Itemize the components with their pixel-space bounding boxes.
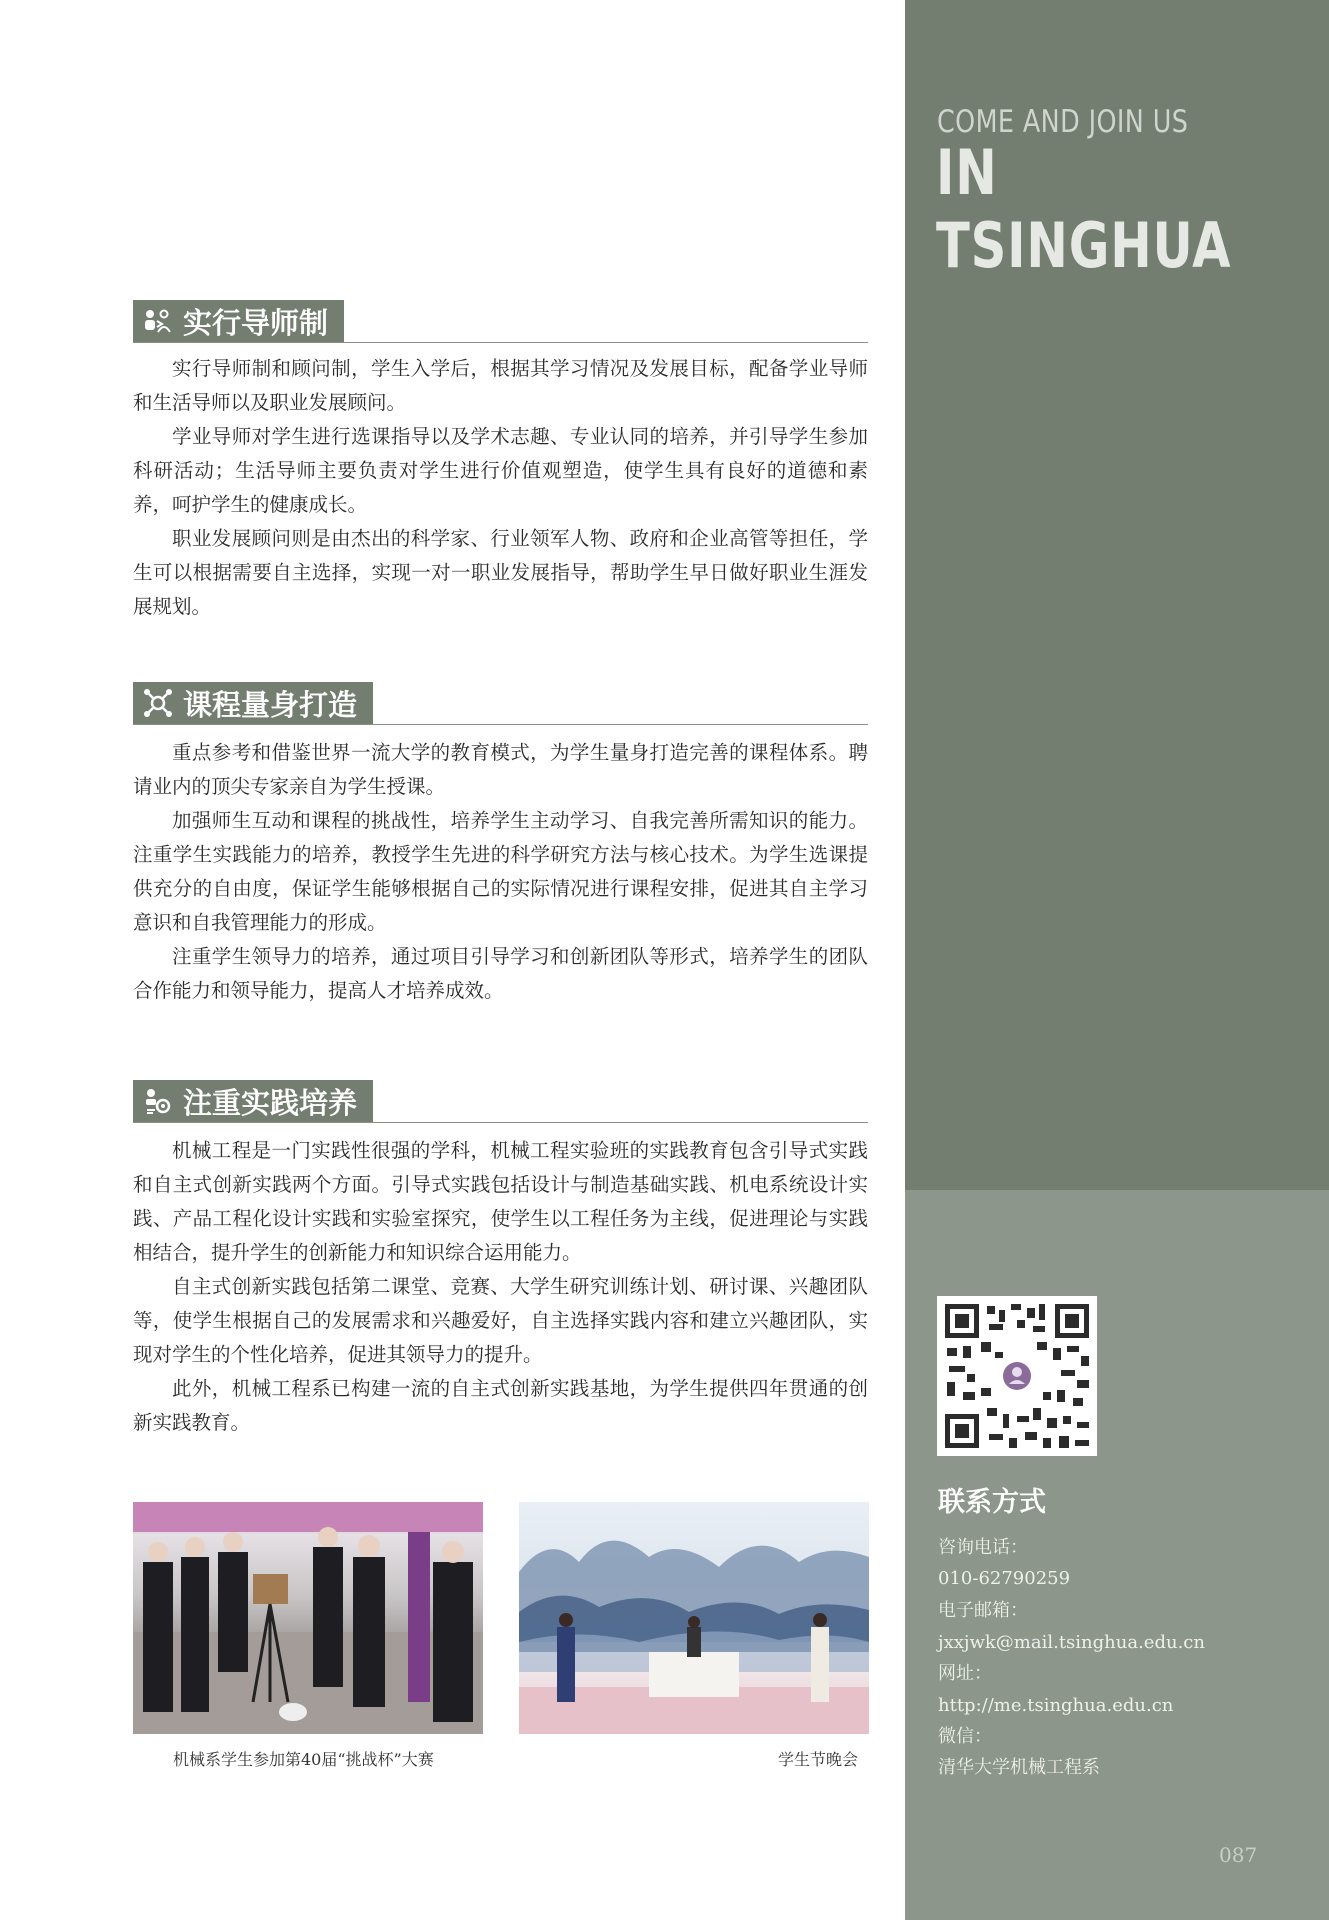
contact-phone-label: 咨询电话： xyxy=(938,1537,1028,1558)
paragraph: 此外，机械工程系已构建一流的自主式创新实践基地，为学生提供四年贯通的创新实践教育。 xyxy=(133,1377,868,1434)
contact-title: 联系方式 xyxy=(938,1487,1046,1518)
contact-email-label: 电子邮箱： xyxy=(938,1600,1028,1621)
photo-challenge-cup xyxy=(133,1502,483,1734)
section-title: 注重实践培养 xyxy=(183,1085,358,1120)
section-body-mentor xyxy=(133,352,868,624)
contact-web[interactable]: http://me.tsinghua.edu.cn xyxy=(938,1695,1174,1716)
section-body-course xyxy=(133,736,868,1008)
section-header-course xyxy=(133,682,868,725)
contact-wechat: 清华大学机械工程系 xyxy=(938,1757,1100,1778)
paragraph: 加强师生互动和课程的挑战性，培养学生主动学习、自我完善所需知识的能力。注重学生实践能力的培养，教授学生先进的科学研究方法与核心技术。为学生选课提供充分的自由度，保证学生能够根据自己的实际情况进行课程安排，促进其自主学习意识和自我管理能力的形成。 xyxy=(133,809,868,934)
photo-caption: 学生节晚会 xyxy=(778,1750,859,1769)
wechat-qr-code xyxy=(937,1296,1097,1456)
contact-web-label: 网址： xyxy=(938,1663,992,1684)
contact-phone: 010-62790259 xyxy=(938,1568,1071,1589)
photo-caption: 机械系学生参加第40届“挑战杯”大赛 xyxy=(173,1750,434,1769)
paragraph: 机械工程是一门实践性很强的学科，机械工程实验班的实践教育包含引导式实践和自主式创新实践两个方面。引导式实践包括设计与制造基础实践、机电系统设计实践、产品工程化设计实践和实验室探究，使学生以工程任务为主线，促进理论与实践相结合，提升学生的创新能力和知识综合运用能力。 xyxy=(133,1139,868,1264)
contact-wechat-label: 微信： xyxy=(938,1726,992,1747)
section-header-practice xyxy=(133,1080,868,1123)
practice-icon xyxy=(143,1086,173,1116)
paragraph: 自主式创新实践包括第二课堂、竞赛、大学生研究训练计划、研讨课、兴趣团队等，使学生根据自己的发展需求和兴趣爱好，自主选择实践内容和建立兴趣团队，实现对学生的个性化培养，促进其领导力的提升。 xyxy=(133,1275,868,1366)
course-icon xyxy=(143,688,173,718)
paragraph: 重点参考和借鉴世界一流大学的教育模式，为学生量身打造完善的课程体系。聘请业内的顶尖专家亲自为学生授课。 xyxy=(133,741,868,798)
photo-student-gala xyxy=(519,1502,869,1734)
page-number: 087 xyxy=(1219,1843,1258,1867)
paragraph: 职业发展顾问则是由杰出的科学家、行业领军人物、政府和企业高管等担任，学生可以根据需要自主选择，实现一对一职业发展指导，帮助学生早日做好职业生涯发展规划。 xyxy=(133,527,868,618)
section-header-mentor xyxy=(133,300,868,343)
mentor-icon xyxy=(143,306,173,336)
contact-email[interactable]: jxxjwk@mail.tsinghua.edu.cn xyxy=(938,1632,1205,1653)
paragraph: 注重学生领导力的培养，通过项目引导学习和创新团队等形式，培养学生的团队合作能力和领导能力，提高人才培养成效。 xyxy=(133,945,868,1002)
paragraph: 学业导师对学生进行选课指导以及学术志趣、专业认同的培养，并引导学生参加科研活动；生活导师主要负责对学生进行价值观塑造，使学生具有良好的道德和素养，呵护学生的健康成长。 xyxy=(133,425,868,516)
section-title: 实行导师制 xyxy=(183,305,329,340)
tagline-line2: IN TSINGHUA xyxy=(936,136,1232,282)
section-title: 课程量身打造 xyxy=(183,687,358,722)
tagline-line1: COME AND JOIN US xyxy=(937,104,1189,140)
section-body-practice xyxy=(133,1134,868,1440)
paragraph: 实行导师制和顾问制，学生入学后，根据其学习情况及发展目标，配备学业导师和生活导师以及职业发展顾问。 xyxy=(133,357,868,414)
